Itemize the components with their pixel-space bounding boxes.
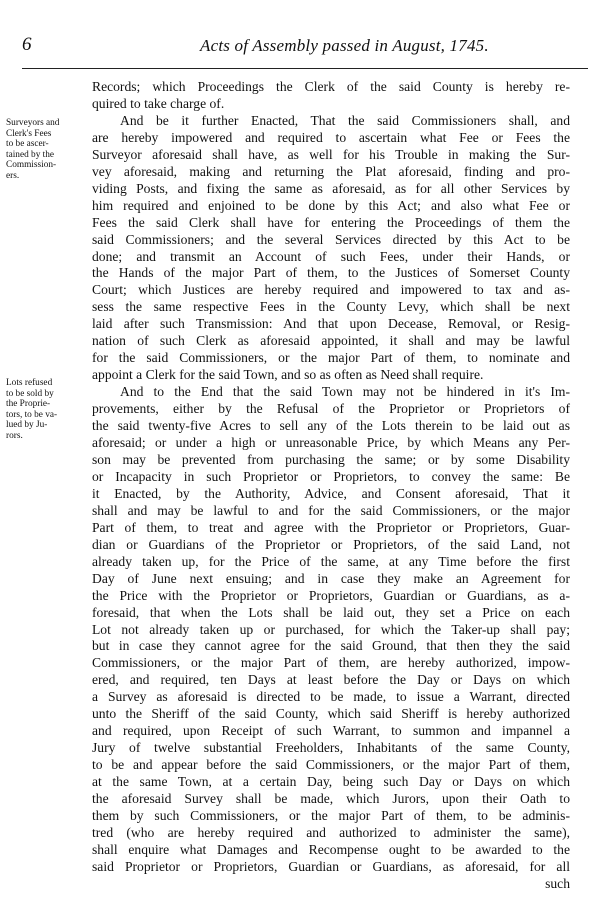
- text-line: done; and transmit an Account of such Fees, under their Hands, or: [92, 248, 570, 264]
- text-line: but in case they cannot agree for the said Ground, that then they the said: [92, 638, 570, 654]
- margin-note-line: tors, to be va-: [6, 409, 58, 420]
- text-line: him required and enjoined to be done by this Act; and also what Fee or: [92, 197, 570, 213]
- text-line: already taken up, for the Price of the same, at any Time before the first: [92, 553, 570, 569]
- text-line: Surveyor aforesaid shall have, as well for his Trouble in making the Sur-: [92, 146, 570, 162]
- text-line: vey aforesaid, making and returning the Plat aforesaid, finding and pro-: [92, 163, 570, 179]
- text-line: to be and appear before the said Commissioners, or the major Part of them,: [92, 757, 570, 773]
- text-line: nation of such Clerk as aforesaid appointed, it shall and may be lawful: [92, 333, 570, 349]
- text-line: Lot not already taken up or purchased, for which the Taker-up shall pay;: [92, 621, 570, 637]
- text-line: And to the End that the said Town may not be hindered in it's Im-: [120, 384, 570, 400]
- text-line: for the said Commissioners, or the major Part of them, to nominate and: [92, 350, 570, 366]
- text-line: Court; which Justices are hereby required and impowered to tax and as-: [92, 282, 570, 298]
- text-line: the aforesaid Survey shall be made, which Jurors, upon their Oath to: [92, 791, 570, 807]
- margin-note-line: to be ascer-: [6, 139, 49, 150]
- margin-note-line: Clerk's Fees: [6, 128, 52, 139]
- margin-note-line: the Proprie-: [6, 399, 51, 410]
- text-line: Commissioners, or the major Part of them, are hereby authorized, impow-: [92, 655, 570, 671]
- text-line: the Price with the Proprietor or Proprietors, Guardian or Guardians, as a-: [92, 587, 570, 603]
- margin-note-lots: [6, 378, 86, 442]
- margin-note-line: tained by the: [6, 149, 55, 160]
- text-line: Part of them, to treat and agree with the Proprietor or Proprietors, Guar-: [92, 519, 570, 535]
- body-text: [92, 79, 570, 893]
- margin-note-fees: [6, 118, 86, 182]
- header-rule: [22, 68, 588, 69]
- text-line: unto the Sheriff of the said County, which said Sheriff is hereby authorized: [92, 706, 570, 722]
- text-line: shall and may be lawful to and for the said Commissioners, or the major: [92, 502, 570, 518]
- text-line: Records; which Proceedings the Clerk of the said County is hereby re-: [92, 79, 570, 94]
- text-line: Fees the said Clerk shall have for entering the Proceedings of them the: [92, 214, 570, 230]
- text-line: dian or Guardians of the Proprietor or Proprietors, of the said Land, not: [92, 536, 570, 552]
- text-line: laid after such Transmission: And that upon Decease, Removal, or Resig-: [92, 316, 570, 332]
- text-line: provements, either by the Refusal of the Proprietor or Proprietors of: [92, 401, 570, 417]
- text-line: or Incapacity in such Proprietor or Proprietors, to convey the same: Be: [92, 468, 570, 484]
- text-line: are hereby impowered and required to ascertain what Fee or Fees the: [92, 129, 570, 145]
- margin-note-line: ers.: [6, 170, 20, 181]
- text-line: Day of June next ensuing; and in case they make an Agreement for: [92, 570, 570, 586]
- running-head: Acts of Assembly passed in August, 1745.: [200, 36, 489, 55]
- margin-note-line: to be sold by: [6, 388, 54, 399]
- text-line: quired to take charge of.: [92, 95, 225, 111]
- text-line: tred (who are hereby required and authorized to administer the same),: [92, 824, 570, 840]
- text-line: a Survey as aforesaid is directed to be made, to issue a Warrant, directed: [92, 689, 570, 705]
- text-line: Jury of twelve substantial Freeholders, Inhabitants of the same County,: [92, 740, 570, 756]
- text-line: shall enquire what Damages and Recompense ought to be awarded to the: [92, 841, 570, 857]
- margin-note-line: Lots refused: [6, 378, 53, 388]
- text-line: at the same Town, at a certain Day, being such Day or Days on which: [92, 774, 570, 790]
- text-line: and required, upon Receipt of such Warrant, to summon and impannel a: [92, 723, 570, 739]
- text-line: foresaid, that when the Lots shall be laid out, they set a Price on each: [92, 604, 570, 620]
- text-line: And be it further Enacted, That the said Commissioners shall, and: [120, 112, 570, 128]
- text-line: the Hands of the major Part of them, to the Justices of Somerset County: [92, 265, 570, 281]
- text-line: appoint a Clerk for the said Town, and so as often as Need shall require.: [92, 367, 484, 383]
- text-line: said Proprietor or Proprietors, Guardian or Guardians, as aforesaid, for all: [92, 858, 570, 874]
- margin-note-line: lued by Ju-: [6, 420, 48, 431]
- text-line: sess the same respective Fees in the County Levy, which shall be next: [92, 299, 570, 315]
- margin-note-line: rors.: [6, 430, 23, 441]
- page-number: 6: [22, 34, 32, 55]
- catchword: such: [545, 875, 570, 891]
- text-line: the said twenty-five Acres to sell any of the Lots therein to be laid out as: [92, 418, 570, 434]
- text-line: son may be prevented from purchasing the same; or by some Disability: [92, 451, 570, 467]
- page-header: [0, 34, 600, 60]
- text-line: aforesaid; or under a high or unreasonable Price, by which Means any Per-: [92, 435, 570, 451]
- margin-note-line: Commission-: [6, 160, 57, 171]
- text-line: ered, and required, ten Days at least before the Day or Days on which: [92, 672, 570, 688]
- text-line: it Enacted, by the Authority, Advice, and Consent aforesaid, That it: [92, 485, 570, 501]
- text-line: them by such Commissioners, or the major Part of them, to be adminis-: [92, 807, 570, 823]
- text-line: said Commissioners; and the several Services directed by this Act to be: [92, 231, 570, 247]
- margin-note-line: Surveyors and: [6, 118, 60, 128]
- text-line: viding Posts, and fixing the same as aforesaid, as for all other Services by: [92, 180, 570, 196]
